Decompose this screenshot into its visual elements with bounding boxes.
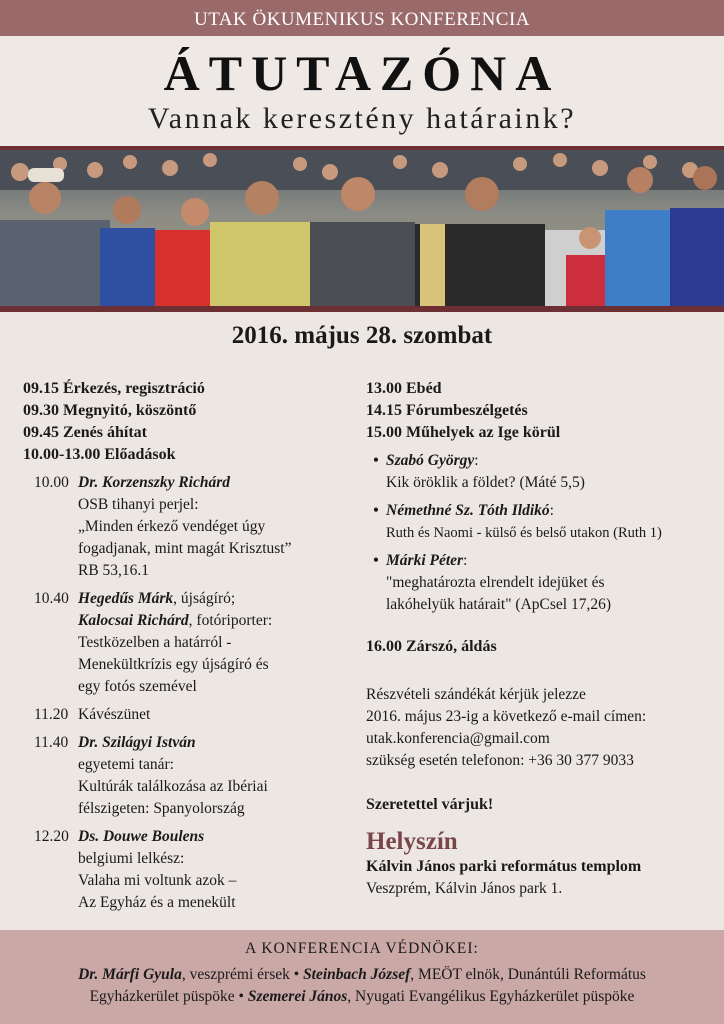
talk-line: Testközelben a határról -: [78, 634, 232, 651]
registration-block: [366, 684, 716, 772]
talk-body: [78, 848, 353, 914]
registration-line: 2016. május 23-ig a következő e-mail címen:: [366, 708, 647, 725]
patron-role: , MEÖT elnök, Dunántúli Református: [410, 966, 646, 983]
talk-speaker: Ds. Douwe Boulens: [78, 828, 205, 845]
registration-phone: szükség esetén telefonon: +36 30 377 9033: [366, 752, 634, 769]
registration-email[interactable]: utak.konferencia@gmail.com: [366, 730, 550, 747]
talk-time: 10.00: [34, 474, 69, 491]
venue-address: Veszprém, Kálvin János park 1.: [366, 880, 563, 897]
talk-speaker: Dr. Szilágyi István: [78, 734, 196, 751]
closing-item: 16.00 Zárszó, áldás: [366, 638, 497, 655]
bullet-icon: •: [373, 502, 379, 519]
title-area: [0, 36, 724, 146]
talk-item: [34, 588, 353, 698]
registration-line: Részvételi szándékát kérjük jelezze: [366, 686, 586, 703]
poster-title: ÁTUTAZÓNA: [163, 45, 561, 101]
schedule-item: 09.15 Érkezés, regisztráció: [23, 380, 205, 397]
talk-line: Valaha mi voltunk azok –: [78, 872, 237, 889]
patron-name: Szemerei János: [247, 988, 348, 1005]
patron-name: Dr. Márfi Gyula: [78, 966, 182, 983]
workshop-item: • Némethné Sz. Tóth Ildikó: Ruth és Naomi - külső és belső utakon (Ruth 1): [366, 500, 716, 544]
patron-role: , Nyugati Evangélikus Egyházkerület püspöke: [347, 988, 635, 1005]
workshop-item: • Szabó György: Kik öröklik a földet? (Máté 5,5): [366, 450, 716, 494]
bullet-icon: •: [373, 552, 379, 569]
schedule-item: 15.00 Műhelyek az Ige körül: [366, 424, 561, 441]
schedule-item: 09.30 Megnyitó, köszöntő: [23, 402, 197, 419]
talk-line: RB 53,16.1: [78, 562, 150, 579]
workshop-speaker: Némethné Sz. Tóth Ildikó: [386, 502, 550, 519]
talk-body: [78, 754, 353, 820]
patrons-list: [0, 964, 724, 1008]
talk-item: [34, 826, 353, 914]
bullet-icon: •: [373, 452, 379, 469]
welcome-text: Szeretettel várjuk!: [366, 796, 494, 813]
workshop-line: Ruth és Naomi - külső és belső utakon (Ruth 1): [386, 525, 662, 541]
break-label: Kávészünet: [78, 706, 151, 723]
workshop-line: "meghatározta elrendelt idejüket és: [386, 574, 605, 591]
patrons-band: [0, 930, 724, 1024]
photo-frame: [0, 146, 724, 312]
talk-line: fogadjanak, mint magát Krisztust”: [78, 540, 292, 557]
patron-role: Egyházkerület püspöke: [89, 988, 235, 1005]
venue-name: Kálvin János parki református templom: [366, 858, 642, 875]
schedule-item: 13.00 Ebéd: [366, 380, 442, 397]
talk-line: „Minden érkező vendéget úgy: [78, 518, 266, 535]
workshop-speaker: Szabó György: [386, 452, 475, 469]
conference-name: UTAK ÖKUMENIKUS KONFERENCIA: [0, 0, 724, 36]
talk-item: [34, 472, 353, 582]
talk-item: [34, 732, 353, 820]
workshop-item: • Márki Péter: "meghatározta elrendelt idejüket és lakóhelyük határait" (ApCsel 17,26): [366, 550, 716, 616]
schedule-left-column: [23, 378, 353, 914]
talk-line: Az Egyház és a menekült: [78, 894, 236, 911]
talk-line: Menekültkrízis egy újságíró és: [78, 656, 269, 673]
talk-time: 12.20: [34, 828, 69, 845]
talk-time: 11.20: [34, 706, 69, 723]
talk-speaker: Kalocsai Richárd: [78, 612, 189, 629]
patron-name: Steinbach József: [303, 966, 411, 983]
talk-line: egy fotós szemével: [78, 678, 197, 695]
separator-bullet: •: [238, 988, 248, 1005]
talk-speaker: Dr. Korzenszky Richárd: [78, 474, 231, 491]
workshop-line: lakóhelyük határait" (ApCsel 17,26): [386, 596, 611, 613]
poster-subtitle: Vannak keresztény határaink?: [147, 102, 577, 135]
venue-title: Helyszín: [366, 828, 458, 855]
talk-time: 10.40: [34, 590, 69, 607]
talk-body: [78, 610, 353, 698]
talk-speaker-role: , újságíró;: [173, 590, 236, 607]
talk-line: OSB tihanyi perjel:: [78, 496, 199, 513]
separator-bullet: •: [293, 966, 304, 983]
schedule-item: 14.15 Fórumbeszélgetés: [366, 402, 528, 419]
event-date: 2016. május 28. szombat: [231, 322, 493, 349]
patron-role: , veszprémi érsek: [181, 966, 290, 983]
talk-body: [78, 494, 353, 582]
schedule-item: 10.00-13.00 Előadások: [23, 446, 176, 463]
schedule-item: 09.45 Zenés áhítat: [23, 424, 147, 441]
talk-line: egyetemi tanár:: [78, 756, 174, 773]
talk-speaker-role: , fotóriporter:: [188, 612, 273, 629]
workshop-line: Kik öröklik a földet? (Máté 5,5): [386, 474, 585, 491]
talk-line: Kultúrák találkozása az Ibériai: [78, 778, 268, 795]
crowd-photo: [0, 150, 724, 306]
patrons-title: A KONFERENCIA VÉDNÖKEI:: [245, 940, 479, 957]
talk-item: [34, 704, 353, 726]
workshop-speaker: Márki Péter: [386, 552, 464, 569]
talk-line: belgiumi lelkész:: [78, 850, 185, 867]
schedule-right-column: [366, 378, 716, 900]
talk-time: 11.40: [34, 734, 69, 751]
talk-line: félszigeten: Spanyolország: [78, 800, 245, 817]
talk-speaker: Hegedűs Márk: [78, 590, 174, 607]
